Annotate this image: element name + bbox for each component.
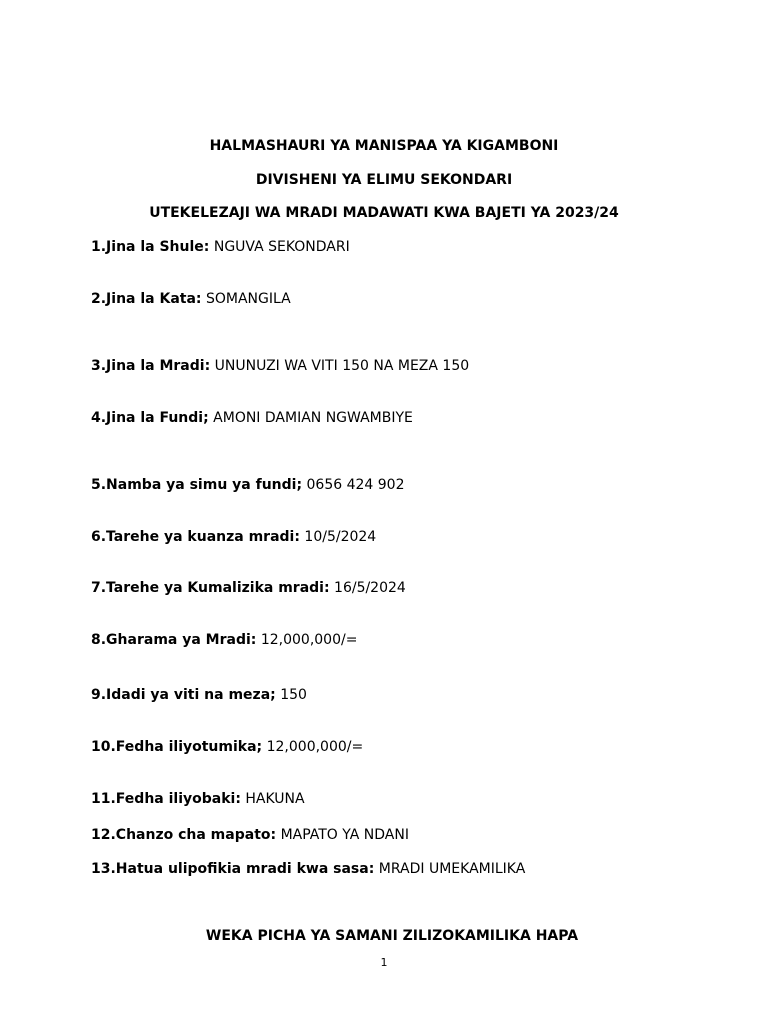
- item-ward-name: [91, 290, 291, 308]
- item-value: 150: [280, 687, 307, 703]
- item-school-name: [91, 238, 350, 256]
- item-craftsman-phone: [91, 476, 405, 494]
- item-label: 5.Namba ya simu ya fundi;: [91, 477, 303, 493]
- item-funding-source: [91, 826, 409, 844]
- item-value: MRADI UMEKAMILIKA: [378, 861, 526, 877]
- item-label: 9.Idadi ya viti na meza;: [91, 687, 276, 703]
- item-craftsman-name: [91, 409, 413, 427]
- item-project-cost: [91, 631, 357, 649]
- item-value: 12,000,000/=: [260, 632, 358, 648]
- item-furniture-count: [91, 686, 307, 704]
- item-value: AMONI DAMIAN NGWAMBIYE: [213, 410, 413, 426]
- item-project-name: [91, 357, 469, 375]
- item-label: 12.Chanzo cha mapato:: [91, 827, 277, 843]
- item-funds-remaining: [91, 790, 305, 808]
- item-value: NGUVA SEKONDARI: [213, 239, 350, 255]
- item-value: MAPATO YA NDANI: [280, 827, 409, 843]
- item-label: 1.Jina la Shule:: [91, 239, 210, 255]
- item-value: SOMANGILA: [205, 291, 291, 307]
- item-label: 8.Gharama ya Mradi:: [91, 632, 257, 648]
- item-label: 4.Jina la Fundi;: [91, 410, 209, 426]
- item-label: 2.Jina la Kata:: [91, 291, 202, 307]
- item-label: 7.Tarehe ya Kumalizika mradi:: [91, 580, 330, 596]
- municipality-title: HALMASHAURI YA MANISPAA YA KIGAMBONI: [209, 138, 559, 154]
- item-value: 0656 424 902: [306, 477, 405, 493]
- item-end-date: [91, 579, 406, 597]
- project-title: UTEKELEZAJI WA MRADI MADAWATI KWA BAJETI YA 2023/24: [149, 205, 619, 221]
- item-value: 16/5/2024: [334, 580, 406, 596]
- item-value: 12,000,000/=: [266, 739, 364, 755]
- item-value: UNUNUZI WA VITI 150 NA MEZA 150: [214, 358, 470, 374]
- item-start-date: [91, 528, 376, 546]
- item-label: 3.Jina la Mradi:: [91, 358, 211, 374]
- division-title: DIVISHENI YA ELIMU SEKONDARI: [255, 172, 513, 188]
- item-project-status: [91, 860, 525, 878]
- item-label: 6.Tarehe ya kuanza mradi:: [91, 529, 300, 545]
- photo-placeholder-note: WEKA PICHA YA SAMANI ZILIZOKAMILIKA HAPA: [205, 928, 579, 944]
- item-label: 10.Fedha iliyotumika;: [91, 739, 263, 755]
- item-label: 13.Hatua ulipofikia mradi kwa sasa:: [91, 861, 375, 877]
- item-label: 11.Fedha iliyobaki:: [91, 791, 241, 807]
- item-value: 10/5/2024: [304, 529, 377, 545]
- item-funds-used: [91, 738, 363, 756]
- item-value: HAKUNA: [245, 791, 305, 807]
- page-number: 1: [380, 956, 388, 969]
